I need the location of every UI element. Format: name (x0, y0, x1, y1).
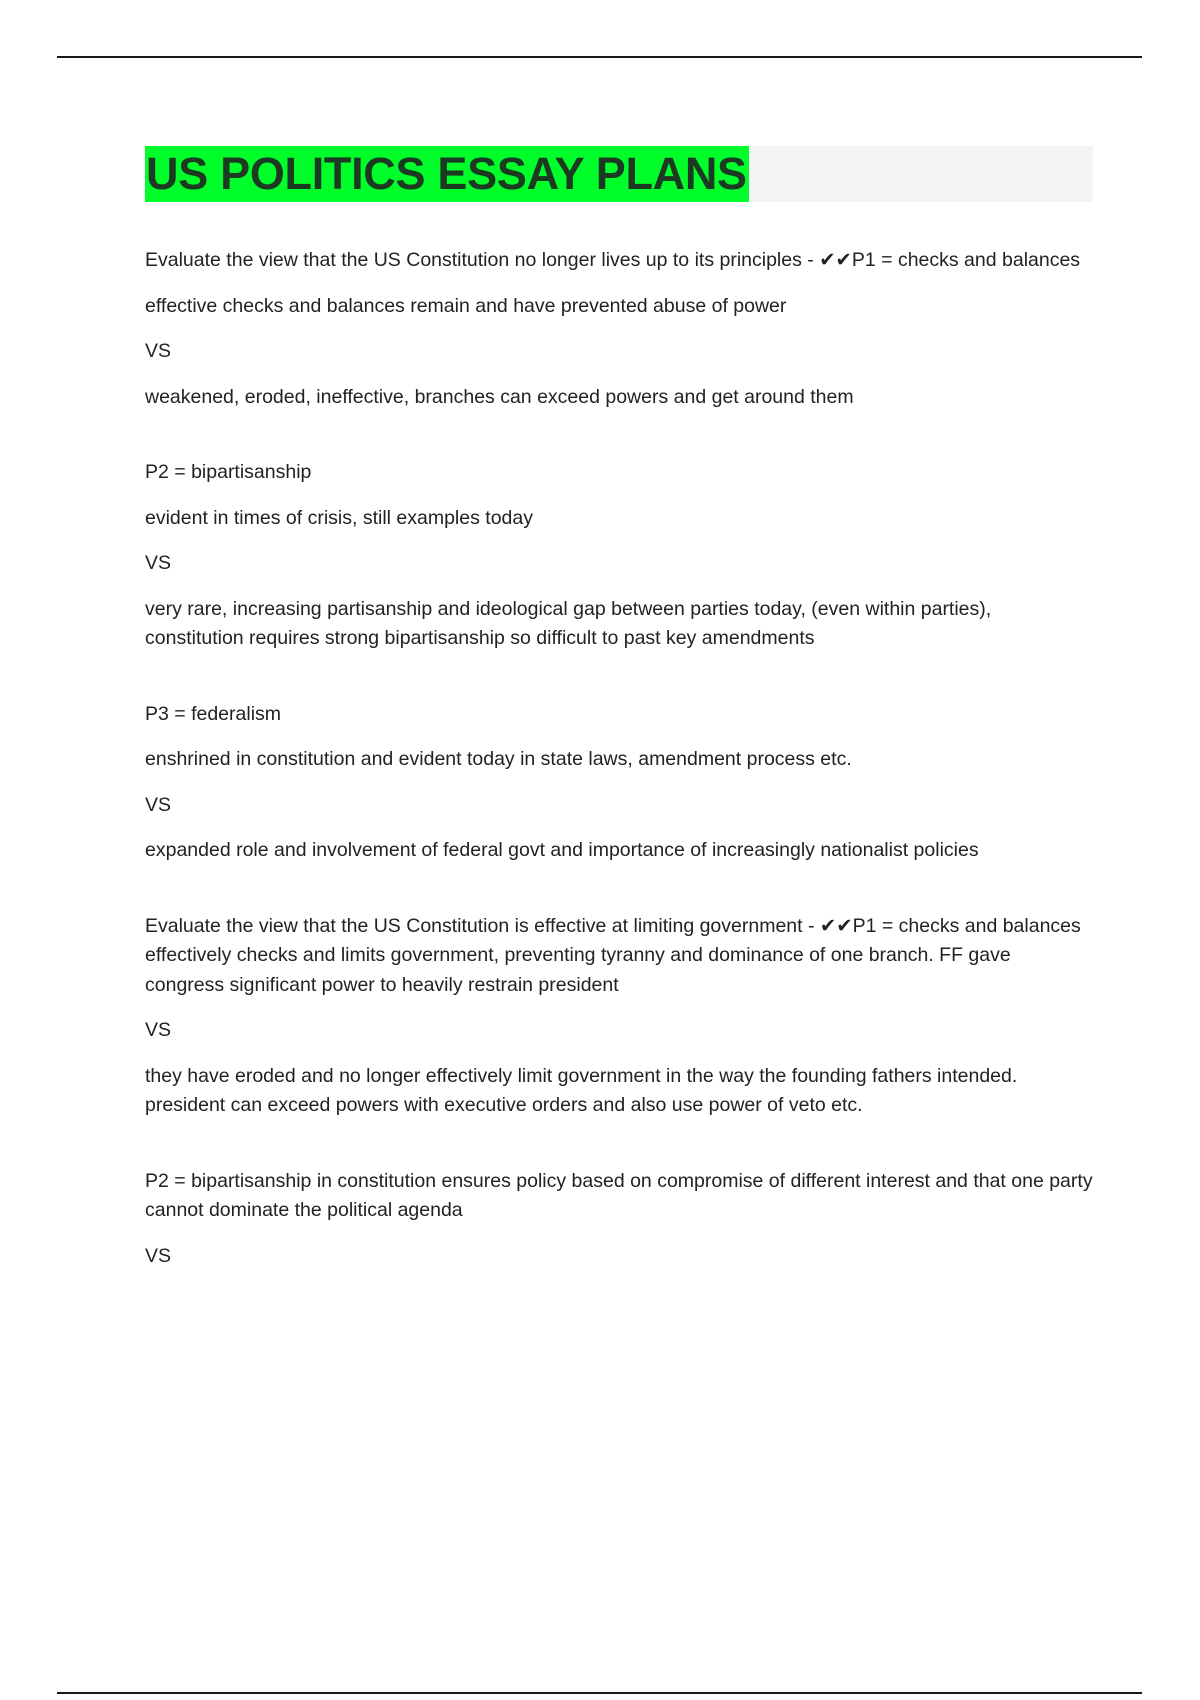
paragraph-question: Evaluate the view that the US Constitution no longer lives up to its principles - ✔✔P1 = checks and balances (145, 249, 1081, 271)
paragraph-vs: VS (145, 1019, 172, 1041)
paragraph-point: P2 = bipartisanship in constitution ensures policy based on compromise of different interest and that one party cannot dominate the political agenda (145, 1169, 1093, 1221)
essay-block-4 (145, 912, 1095, 1121)
paragraph-point: P2 = bipartisanship (145, 461, 312, 483)
paragraph-question: Evaluate the view that the US Constitution is effective at limiting government - ✔✔P1 = checks and balances effectively checks and limits government, preventing tyranny and dominance of one branch. FF gave congress significant power to heavily restrain president (145, 914, 1081, 996)
bottom-rule (57, 1692, 1142, 1694)
paragraph-vs: VS (145, 552, 172, 574)
paragraph: evident in times of crisis, still examples today (145, 506, 533, 529)
paragraph-point: P3 = federalism (145, 702, 282, 725)
top-rule (57, 56, 1142, 58)
essay-block-5 (145, 1167, 1095, 1272)
document-body (145, 246, 1095, 1287)
paragraph: very rare, increasing partisanship and ideological gap between parties today, (even within parties), constitution requires strong bipartisanship so difficult to past key amendments (145, 597, 992, 649)
paragraph-vs: VS (145, 793, 172, 816)
essay-block-1 (145, 246, 1095, 412)
essay-block-2 (145, 458, 1095, 654)
paragraph: they have eroded and no longer effectively limit government in the way the founding fathers intended. president can exceed powers with executive orders and also use power of veto etc. (145, 1064, 1018, 1116)
paragraph: effective checks and balances remain and have prevented abuse of power (145, 294, 787, 317)
paragraph: expanded role and involvement of federal govt and importance of increasingly nationalist policies (145, 839, 979, 861)
paragraph-vs: VS (145, 340, 172, 362)
essay-block-3 (145, 700, 1095, 866)
page-title: US POLITICS ESSAY PLANS (145, 146, 749, 202)
paragraph-vs: VS (145, 1244, 172, 1267)
paragraph: enshrined in constitution and evident today in state laws, amendment process etc. (145, 748, 852, 770)
paragraph: weakened, eroded, ineffective, branches can exceed powers and get around them (145, 385, 854, 408)
